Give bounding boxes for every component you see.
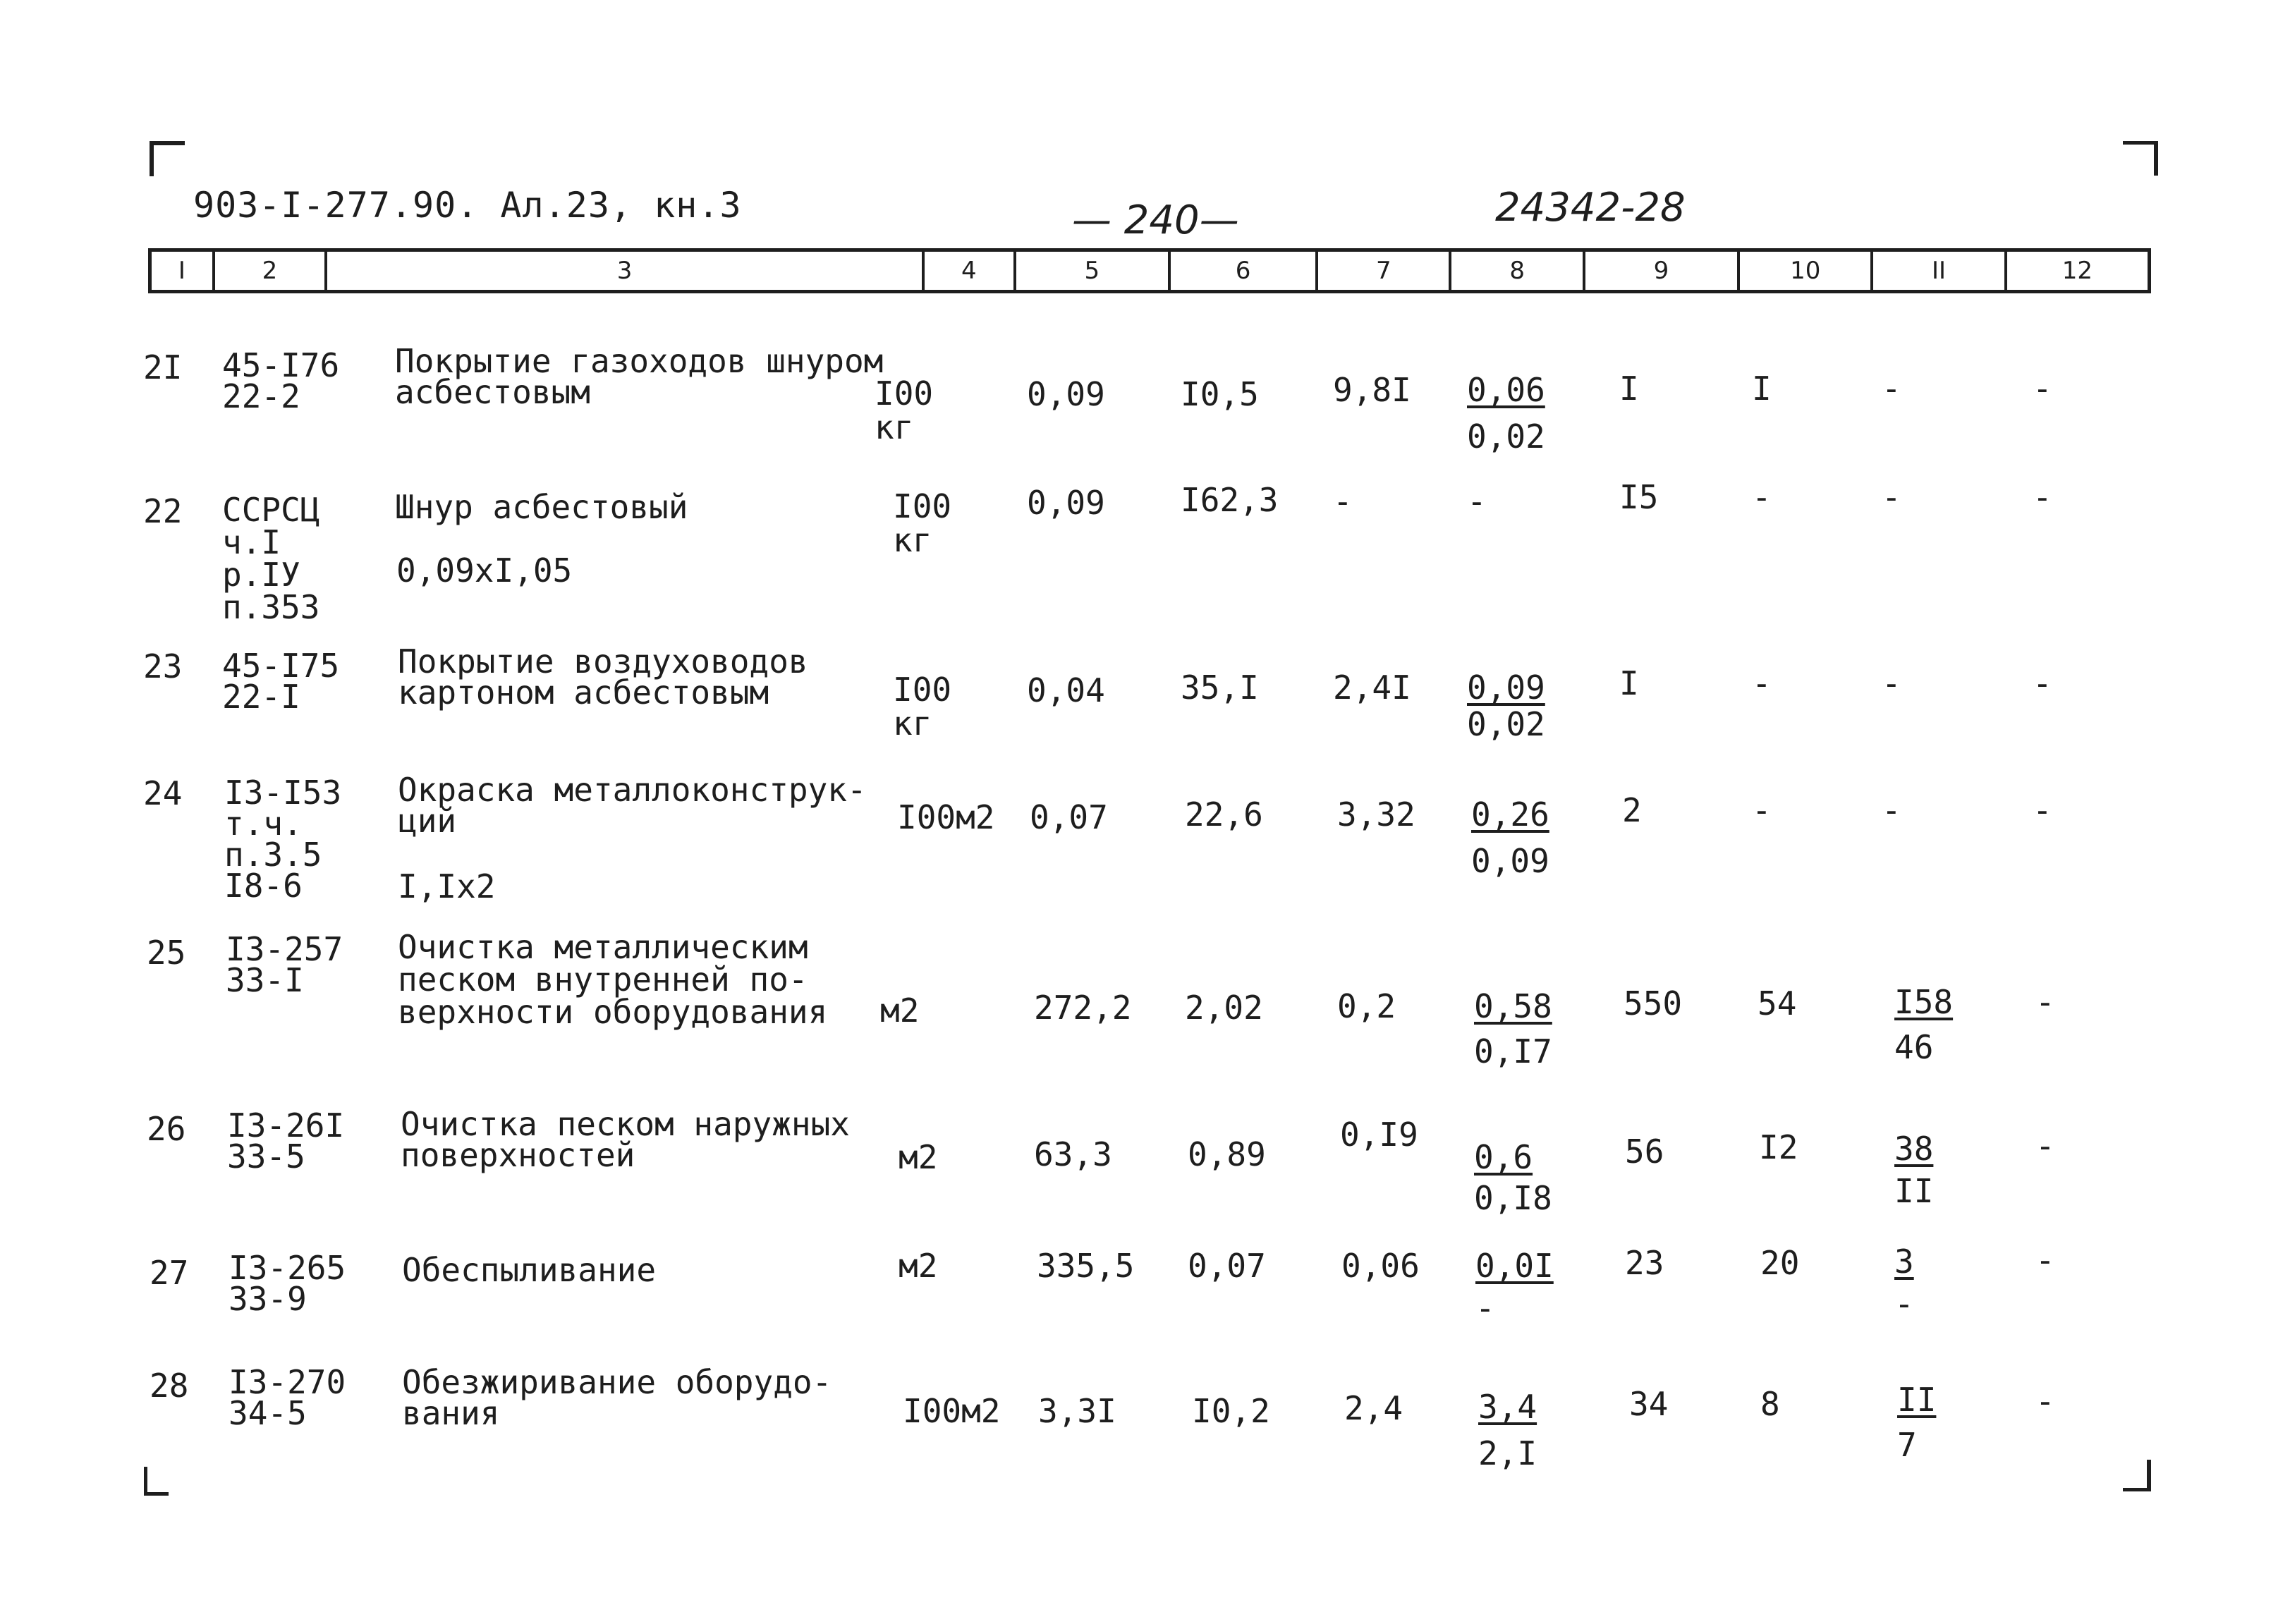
rate-code: 45-I76 22-2 [222, 346, 340, 415]
col12-value: - [2033, 664, 2052, 702]
calculation-note: 0,09хI,05 [396, 551, 573, 590]
col12-value: - [2033, 791, 2052, 829]
col8-numerator: 0,0I [1475, 1247, 1554, 1285]
col6-value: 35,I [1181, 668, 1259, 707]
work-description: Обезжиривание оборудо- вания [402, 1363, 832, 1432]
work-description: Шнур асбестовый [395, 488, 688, 526]
col12-value: - [2033, 370, 2052, 408]
col8-denominator: 0,02 [1467, 417, 1545, 456]
col9-value: 23 [1625, 1244, 1664, 1282]
col8-numerator: 0,26 [1471, 795, 1549, 834]
unit: м2 [899, 1247, 938, 1285]
col8-value: - [1467, 482, 1487, 520]
work-description: Окраска металлоконструк- ций [398, 771, 867, 840]
column-header: 4 [925, 252, 1016, 290]
col8-numerator: 3,4 [1478, 1388, 1537, 1426]
unit: м2 [899, 1138, 938, 1176]
col10-value: - [1752, 791, 1772, 829]
col6-value: I0,5 [1181, 375, 1259, 413]
col9-value: I [1619, 664, 1639, 702]
col10-value: 54 [1758, 984, 1797, 1022]
col8-denominator: 0,I7 [1474, 1032, 1552, 1070]
column-header: 6 [1171, 252, 1318, 290]
rate-code: 45-I75 22-I [222, 647, 340, 716]
row-number: 2I [143, 348, 183, 386]
unit: м2 [880, 991, 920, 1030]
column-header: I [152, 252, 215, 290]
work-description: Покрытие газоходов шнуром асбестовым [395, 342, 884, 411]
row-number: 25 [147, 934, 186, 972]
rate-code: I3-26I 33-5 [227, 1106, 345, 1176]
col5-value: 335,5 [1037, 1247, 1135, 1285]
document-code: 903-I-277.90. Ал.23, кн.3 [193, 185, 742, 226]
col11-numerator: I58 [1894, 983, 1954, 1021]
col7-value: 2,4 [1344, 1389, 1403, 1427]
col5-value: 63,3 [1034, 1135, 1112, 1173]
col11-value: - [1882, 664, 1901, 702]
col10-value: - [1752, 478, 1772, 516]
column-header: 9 [1585, 252, 1740, 290]
col5-value: 0,09 [1027, 375, 1105, 413]
unit: I00 кг [893, 671, 952, 743]
col8-numerator: 0,09 [1467, 668, 1545, 707]
rate-code: I3-270 34-5 [229, 1363, 346, 1432]
row-number: 27 [150, 1254, 189, 1292]
col8-numerator: 0,6 [1474, 1138, 1533, 1176]
col11-denominator: 7 [1897, 1426, 1917, 1464]
col10-value: I [1752, 370, 1772, 408]
col9-value: I [1619, 370, 1639, 408]
corner-mark-bottom-left [144, 1467, 169, 1496]
col9-value: I5 [1619, 478, 1659, 516]
col11-value: - [1882, 791, 1901, 829]
col11-denominator: II [1894, 1172, 1934, 1210]
sheet-code: 24342-28 [1495, 185, 1686, 231]
col7-value: - [1333, 482, 1353, 520]
rate-code: I3-257 33-I [226, 930, 343, 999]
col6-value: 0,07 [1188, 1247, 1266, 1285]
col8-denominator: 0,02 [1467, 705, 1545, 743]
col6-value: 2,02 [1185, 989, 1263, 1027]
row-number: 26 [147, 1110, 186, 1148]
unit: I00м2 [903, 1392, 1001, 1430]
column-header: 3 [327, 252, 925, 290]
work-description: Обеспыливание [402, 1251, 657, 1289]
column-header: 12 [2061, 257, 2093, 285]
col8-denominator: 2,I [1478, 1434, 1537, 1472]
column-header: 5 [1016, 252, 1171, 290]
col8-denominator: 0,I8 [1474, 1179, 1552, 1217]
col11-numerator: 3 [1894, 1243, 1914, 1281]
col8-numerator: 0,06 [1467, 371, 1545, 409]
column-header: 7 [1318, 252, 1451, 290]
col11-denominator: 46 [1894, 1028, 1934, 1066]
col6-value: 0,89 [1188, 1135, 1266, 1173]
unit: I00 кг [875, 374, 934, 446]
col11-value: - [1882, 478, 1901, 516]
page-number: — 240— [1072, 197, 1239, 243]
col8-denominator: - [1475, 1289, 1495, 1327]
col7-value: 0,2 [1337, 987, 1396, 1025]
col5-value: 0,09 [1027, 484, 1105, 522]
row-number: 22 [143, 492, 183, 530]
col10-value: - [1752, 664, 1772, 702]
calculation-note: I,Iх2 [398, 867, 496, 905]
col7-value: 0,I9 [1340, 1116, 1418, 1154]
col12-value: - [2035, 1241, 2055, 1279]
col7-value: 9,8I [1333, 371, 1411, 409]
col10-value: 8 [1760, 1385, 1780, 1423]
corner-mark-top-left [150, 141, 185, 176]
col9-value: 34 [1629, 1385, 1669, 1423]
work-description: Покрытие воздуховодов картоном асбестовым [398, 642, 808, 712]
col6-value: I62,3 [1181, 481, 1279, 519]
column-header: 2 [215, 252, 327, 290]
col12-value: - [2035, 1127, 2055, 1165]
work-description: Очистка металлическим песком внутренней по- верхности оборудования [398, 928, 828, 1031]
work-description: Очистка песком наружных поверхностей [401, 1105, 850, 1174]
column-header: 10 [1740, 252, 1873, 290]
col11-numerator: 38 [1894, 1130, 1934, 1168]
col5-value: 0,07 [1030, 798, 1108, 836]
col8-numerator: 0,58 [1474, 987, 1552, 1025]
col7-value: 2,4I [1333, 668, 1411, 707]
col9-value: 2 [1622, 791, 1642, 829]
row-number: 23 [143, 647, 183, 685]
col9-value: 56 [1625, 1132, 1664, 1171]
col11-value: - [1882, 370, 1901, 408]
rate-code: I3-265 33-9 [229, 1249, 346, 1318]
col8-denominator: 0,09 [1471, 842, 1549, 880]
col5-value: 0,04 [1027, 671, 1105, 709]
rate-code: I3-I53 т.ч. п.3.5 I8-6 [224, 774, 342, 905]
unit: I00 кг [893, 487, 952, 559]
column-header: II [1873, 252, 2006, 290]
rate-code: ССРСЦ ч.I р.IУ п.353 [222, 491, 320, 626]
col5-value: 272,2 [1034, 989, 1132, 1027]
col7-value: 3,32 [1337, 795, 1415, 834]
row-number: 28 [150, 1367, 189, 1405]
row-number: 24 [143, 774, 183, 812]
corner-mark-bottom-right [2123, 1460, 2151, 1491]
col6-value: I0,2 [1192, 1392, 1270, 1430]
column-header-bar [148, 248, 2151, 293]
col6-value: 22,6 [1185, 795, 1263, 834]
col10-value: 20 [1760, 1244, 1800, 1282]
col9-value: 550 [1624, 984, 1683, 1022]
corner-mark-top-right [2123, 141, 2158, 176]
col7-value: 0,06 [1341, 1247, 1420, 1285]
col12-value: - [2033, 478, 2052, 516]
col11-denominator: - [1894, 1285, 1914, 1323]
col5-value: 3,3I [1038, 1392, 1116, 1430]
col12-value: - [2035, 983, 2055, 1021]
unit: I00м2 [897, 798, 995, 836]
col11-numerator: II [1897, 1381, 1937, 1419]
col12-value: - [2035, 1382, 2055, 1420]
col10-value: I2 [1759, 1128, 1798, 1166]
column-header: 8 [1451, 252, 1585, 290]
